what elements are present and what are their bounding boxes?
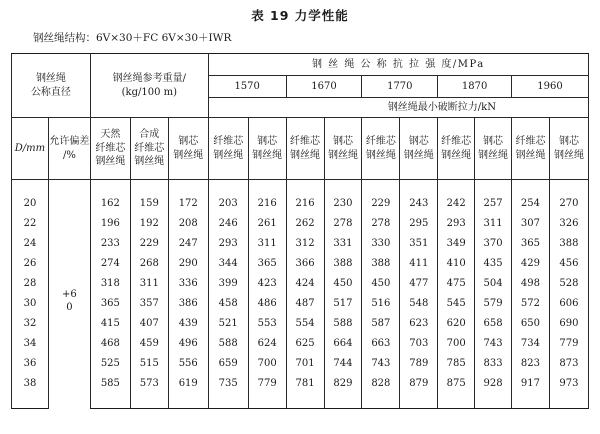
header-nominal-diameter xyxy=(12,54,91,118)
breaking-force-cell: 295 xyxy=(400,214,438,234)
breaking-force-cell: 875 xyxy=(438,374,475,409)
breaking-force-cell: 388 xyxy=(324,254,362,274)
breaking-force-cell: 278 xyxy=(362,214,400,234)
breaking-force-cell: 450 xyxy=(362,274,400,294)
header-steel-core-1570-text: 钢芯 钢丝绳 xyxy=(252,136,283,161)
breaking-force-cell: 216 xyxy=(248,180,286,215)
tolerance-value: +6 xyxy=(62,288,77,300)
diameter-cell: 34 xyxy=(12,334,49,354)
breaking-force-cell: 293 xyxy=(208,234,248,254)
breaking-force-cell: 370 xyxy=(475,234,512,254)
table-row xyxy=(12,294,589,314)
rope-structure-line: 钢丝绳结构：6V×30＋FC 6V×30＋IWR xyxy=(33,32,232,44)
breaking-force-cell: 664 xyxy=(324,334,362,354)
table-row xyxy=(12,274,589,294)
table-row xyxy=(12,180,589,215)
breaking-force-cell: 257 xyxy=(475,180,512,215)
header-fiber-core-1670-text: 纤维芯 钢丝绳 xyxy=(290,136,321,161)
breaking-force-cell: 658 xyxy=(475,314,512,334)
breaking-force-cell: 326 xyxy=(549,214,588,234)
breaking-force-cell: 498 xyxy=(512,274,550,294)
diameter-cell: 26 xyxy=(12,254,49,274)
breaking-force-cell: 344 xyxy=(208,254,248,274)
breaking-force-cell: 620 xyxy=(438,314,475,334)
breaking-force-cell: 606 xyxy=(549,294,588,314)
breaking-force-cell: 516 xyxy=(362,294,400,314)
breaking-force-cell: 735 xyxy=(208,374,248,409)
breaking-force-cell: 554 xyxy=(286,314,324,334)
breaking-force-cell: 388 xyxy=(362,254,400,274)
breaking-force-cell: 487 xyxy=(286,294,324,314)
weight-cell: 311 xyxy=(130,274,168,294)
breaking-force-cell: 572 xyxy=(512,294,550,314)
diameter-cell: 36 xyxy=(12,354,49,374)
breaking-force-cell: 242 xyxy=(438,180,475,215)
header-steel-core-1870-text: 钢芯 钢丝绳 xyxy=(478,136,509,161)
weight-cell: 268 xyxy=(130,254,168,274)
breaking-force-cell: 331 xyxy=(324,234,362,254)
breaking-force-cell: 311 xyxy=(475,214,512,234)
breaking-force-cell: 456 xyxy=(549,254,588,274)
header-fiber-core-1870 xyxy=(438,118,475,180)
breaking-force-cell: 625 xyxy=(286,334,324,354)
breaking-force-cell: 351 xyxy=(400,234,438,254)
breaking-force-cell: 624 xyxy=(248,334,286,354)
breaking-force-cell: 366 xyxy=(286,254,324,274)
grade-1870: 1870 xyxy=(438,76,512,98)
breaking-force-cell: 435 xyxy=(475,254,512,274)
weight-cell: 247 xyxy=(168,234,208,254)
header-tensile-strength: 钢 丝 绳 公 称 抗 拉 强 度/MPa xyxy=(208,54,588,76)
breaking-force-cell: 293 xyxy=(438,214,475,234)
diameter-cell: 22 xyxy=(12,214,49,234)
breaking-force-cell: 917 xyxy=(512,374,550,409)
breaking-force-cell: 365 xyxy=(512,234,550,254)
breaking-force-cell: 229 xyxy=(362,180,400,215)
header-steel-core-weight-text: 钢芯 钢丝绳 xyxy=(173,136,204,161)
breaking-force-cell: 588 xyxy=(208,334,248,354)
weight-cell: 573 xyxy=(130,374,168,409)
weight-cell: 159 xyxy=(130,180,168,215)
weight-cell: 192 xyxy=(130,214,168,234)
header-natural-fiber-core-text: 天然 纤维芯 钢丝绳 xyxy=(95,129,126,168)
weight-cell: 407 xyxy=(130,314,168,334)
breaking-force-cell: 349 xyxy=(438,234,475,254)
breaking-force-cell: 517 xyxy=(324,294,362,314)
weight-cell: 525 xyxy=(90,354,130,374)
weight-cell: 415 xyxy=(90,314,130,334)
breaking-force-cell: 785 xyxy=(438,354,475,374)
breaking-force-cell: 246 xyxy=(208,214,248,234)
weight-cell: 496 xyxy=(168,334,208,354)
breaking-force-cell: 528 xyxy=(549,274,588,294)
breaking-force-cell: 553 xyxy=(248,314,286,334)
weight-cell: 172 xyxy=(168,180,208,215)
header-reference-weight-text: 钢丝绳参考重量/ (kg/100 m) xyxy=(112,73,186,98)
breaking-force-cell: 312 xyxy=(286,234,324,254)
breaking-force-cell: 450 xyxy=(324,274,362,294)
table-row xyxy=(12,374,589,409)
breaking-force-cell: 203 xyxy=(208,180,248,215)
breaking-force-cell: 734 xyxy=(512,334,550,354)
weight-cell: 357 xyxy=(130,294,168,314)
weight-cell: 318 xyxy=(90,274,130,294)
breaking-force-cell: 545 xyxy=(438,294,475,314)
header-steel-core-1670 xyxy=(324,118,362,180)
breaking-force-cell: 928 xyxy=(475,374,512,409)
breaking-force-cell: 623 xyxy=(400,314,438,334)
weight-cell: 585 xyxy=(90,374,130,409)
breaking-force-cell: 690 xyxy=(549,314,588,334)
breaking-force-cell: 828 xyxy=(362,374,400,409)
table-row xyxy=(12,214,589,234)
breaking-force-cell: 475 xyxy=(438,274,475,294)
header-steel-core-1960 xyxy=(549,118,588,180)
breaking-force-cell: 779 xyxy=(248,374,286,409)
breaking-force-cell: 261 xyxy=(248,214,286,234)
breaking-force-cell: 270 xyxy=(549,180,588,215)
header-fiber-core-1960-text: 纤维芯 钢丝绳 xyxy=(515,136,546,161)
breaking-force-cell: 278 xyxy=(324,214,362,234)
breaking-force-cell: 486 xyxy=(248,294,286,314)
header-fiber-core-1770-text: 纤维芯 钢丝绳 xyxy=(365,136,396,161)
table-row xyxy=(12,234,589,254)
header-steel-core-1870 xyxy=(475,118,512,180)
breaking-force-cell: 659 xyxy=(208,354,248,374)
breaking-force-cell: 701 xyxy=(286,354,324,374)
header-fiber-core-1870-text: 纤维芯 钢丝绳 xyxy=(441,136,472,161)
table-row xyxy=(12,334,589,354)
breaking-force-cell: 410 xyxy=(438,254,475,274)
header-fiber-core-1570 xyxy=(208,118,248,180)
breaking-force-cell: 823 xyxy=(512,354,550,374)
breaking-force-cell: 216 xyxy=(286,180,324,215)
header-fiber-core-1570-text: 纤维芯 钢丝绳 xyxy=(213,136,244,161)
tolerance-cell xyxy=(48,180,90,409)
breaking-force-cell: 833 xyxy=(475,354,512,374)
weight-cell: 365 xyxy=(90,294,130,314)
header-fiber-core-1670 xyxy=(286,118,324,180)
breaking-force-cell: 424 xyxy=(286,274,324,294)
header-fiber-core-1770 xyxy=(362,118,400,180)
header-natural-fiber-core xyxy=(90,118,130,180)
header-fiber-core-1960 xyxy=(512,118,550,180)
table-row xyxy=(12,354,589,374)
grade-1960: 1960 xyxy=(512,76,589,98)
header-dia-mm: D/mm xyxy=(12,118,49,180)
weight-cell: 229 xyxy=(130,234,168,254)
weight-cell: 515 xyxy=(130,354,168,374)
breaking-force-cell: 548 xyxy=(400,294,438,314)
breaking-force-cell: 521 xyxy=(208,314,248,334)
breaking-force-cell: 477 xyxy=(400,274,438,294)
breaking-force-cell: 388 xyxy=(549,234,588,254)
diameter-cell: 24 xyxy=(12,234,49,254)
breaking-force-cell: 973 xyxy=(549,374,588,409)
breaking-force-cell: 829 xyxy=(324,374,362,409)
breaking-force-cell: 743 xyxy=(362,354,400,374)
weight-cell: 386 xyxy=(168,294,208,314)
grade-1670: 1670 xyxy=(286,76,362,98)
weight-cell: 468 xyxy=(90,334,130,354)
diameter-cell: 38 xyxy=(12,374,49,409)
table-title: 表 19 力学性能 xyxy=(251,8,349,23)
weight-cell: 459 xyxy=(130,334,168,354)
weight-cell: 208 xyxy=(168,214,208,234)
breaking-force-cell: 700 xyxy=(438,334,475,354)
breaking-force-cell: 789 xyxy=(400,354,438,374)
breaking-force-cell: 700 xyxy=(248,354,286,374)
weight-cell: 619 xyxy=(168,374,208,409)
header-steel-core-1960-text: 钢芯 钢丝绳 xyxy=(553,136,584,161)
breaking-force-cell: 703 xyxy=(400,334,438,354)
breaking-force-cell: 411 xyxy=(400,254,438,274)
weight-cell: 439 xyxy=(168,314,208,334)
header-steel-core-1670-text: 钢芯 钢丝绳 xyxy=(327,136,358,161)
breaking-force-cell: 330 xyxy=(362,234,400,254)
breaking-force-cell: 311 xyxy=(248,234,286,254)
breaking-force-cell: 663 xyxy=(362,334,400,354)
header-min-breaking-force: 钢丝绳最小破断拉力/kN xyxy=(208,98,588,118)
breaking-force-cell: 458 xyxy=(208,294,248,314)
breaking-force-cell: 779 xyxy=(549,334,588,354)
breaking-force-cell: 423 xyxy=(248,274,286,294)
breaking-force-cell: 365 xyxy=(248,254,286,274)
grade-1570: 1570 xyxy=(208,76,286,98)
header-reference-weight xyxy=(90,54,208,118)
weight-cell: 290 xyxy=(168,254,208,274)
breaking-force-cell: 243 xyxy=(400,180,438,215)
breaking-force-cell: 743 xyxy=(475,334,512,354)
table-row xyxy=(12,254,589,274)
breaking-force-cell: 650 xyxy=(512,314,550,334)
header-synthetic-fiber-core xyxy=(130,118,168,180)
weight-cell: 196 xyxy=(90,214,130,234)
header-steel-core-weight xyxy=(168,118,208,180)
grade-1770: 1770 xyxy=(362,76,438,98)
header-tolerance xyxy=(48,118,90,180)
breaking-force-cell: 873 xyxy=(549,354,588,374)
header-synthetic-fiber-core-text: 合成 纤维芯 钢丝绳 xyxy=(134,129,165,168)
breaking-force-cell: 579 xyxy=(475,294,512,314)
breaking-force-cell: 587 xyxy=(362,314,400,334)
header-steel-core-1570 xyxy=(248,118,286,180)
breaking-force-cell: 254 xyxy=(512,180,550,215)
diameter-cell: 32 xyxy=(12,314,49,334)
breaking-force-cell: 307 xyxy=(512,214,550,234)
table-row xyxy=(12,314,589,334)
diameter-cell: 28 xyxy=(12,274,49,294)
diameter-cell: 30 xyxy=(12,294,49,314)
diameter-cell: 20 xyxy=(12,180,49,215)
weight-cell: 233 xyxy=(90,234,130,254)
breaking-force-cell: 781 xyxy=(286,374,324,409)
weight-cell: 274 xyxy=(90,254,130,274)
breaking-force-cell: 744 xyxy=(324,354,362,374)
breaking-force-cell: 262 xyxy=(286,214,324,234)
weight-cell: 556 xyxy=(168,354,208,374)
breaking-force-cell: 399 xyxy=(208,274,248,294)
header-tolerance-text: 允许偏差 /% xyxy=(49,136,90,161)
table-body xyxy=(12,180,589,409)
mechanical-properties-table xyxy=(11,53,589,409)
breaking-force-cell: 230 xyxy=(324,180,362,215)
weight-cell: 162 xyxy=(90,180,130,215)
tolerance-value: 0 xyxy=(66,302,73,314)
breaking-force-cell: 504 xyxy=(475,274,512,294)
breaking-force-cell: 429 xyxy=(512,254,550,274)
weight-cell: 336 xyxy=(168,274,208,294)
header-steel-core-1770-text: 钢芯 钢丝绳 xyxy=(403,136,434,161)
breaking-force-cell: 588 xyxy=(324,314,362,334)
header-nominal-diameter-text: 钢丝绳 公称直径 xyxy=(30,73,71,98)
header-steel-core-1770 xyxy=(400,118,438,180)
breaking-force-cell: 879 xyxy=(400,374,438,409)
